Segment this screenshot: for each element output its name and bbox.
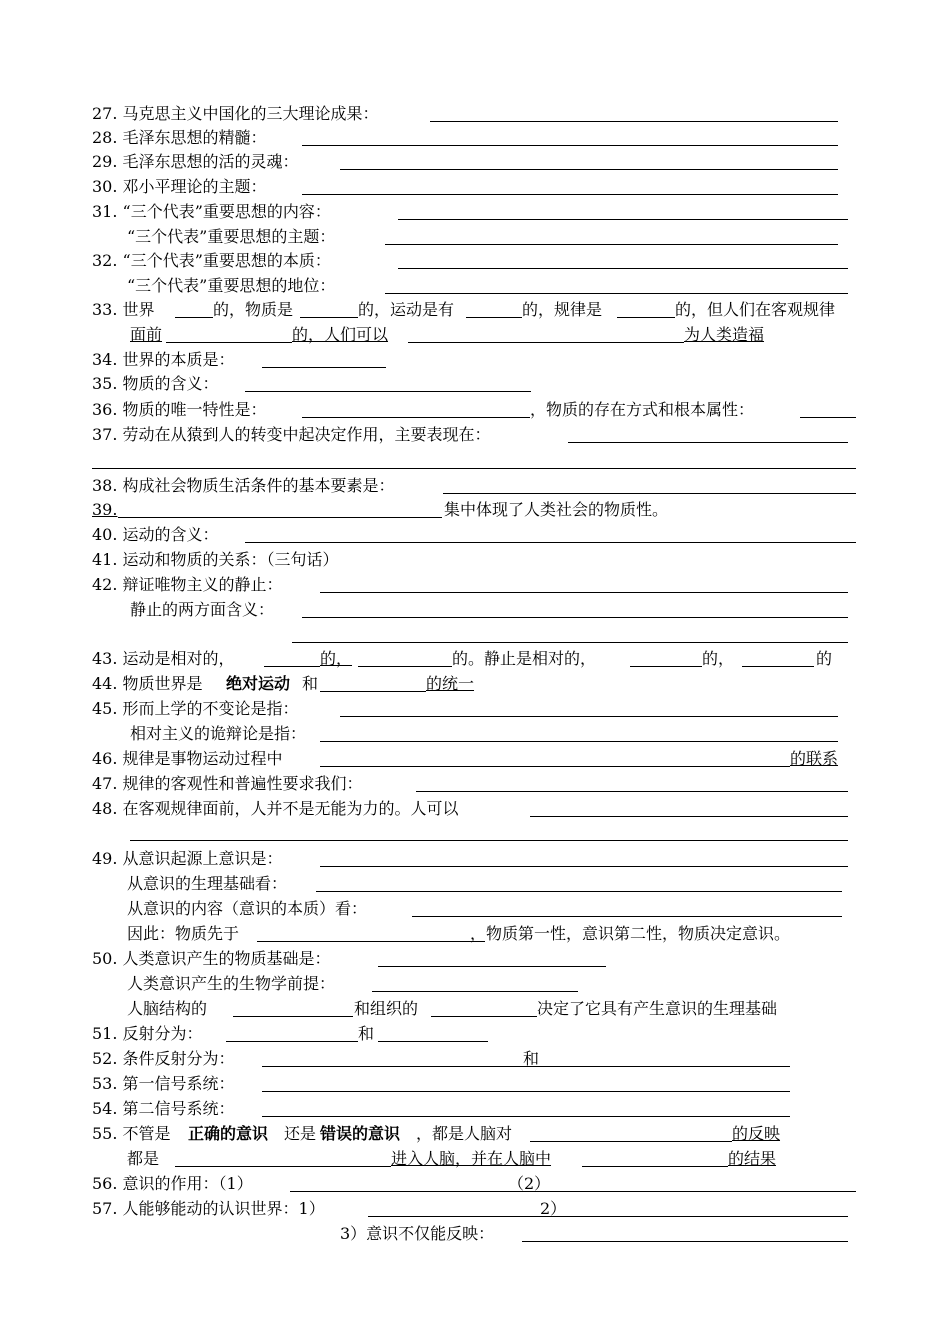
q42a-label: 42. 辩证唯物主义的静止： bbox=[92, 575, 283, 594]
q33-blank-5[interactable] bbox=[166, 322, 292, 343]
q32a-label: 32. “三个代表”重要思想的本质： bbox=[92, 251, 331, 270]
q42b-blank-2[interactable] bbox=[292, 642, 848, 643]
q34-label: 34. 世界的本质是： bbox=[92, 350, 235, 369]
q49d-text-1: 因此：物质先于 bbox=[127, 924, 240, 943]
q46-text-1: 46. 规律是事物运动过程中 bbox=[92, 749, 283, 768]
q46-text-2: 的联系 bbox=[790, 749, 839, 768]
q31a-blank[interactable] bbox=[398, 199, 848, 220]
q52-text-1: 52. 条件反射分为： bbox=[92, 1049, 235, 1068]
q43-text-2: 的， bbox=[320, 649, 353, 668]
q55-bold-2: 错误的意识 bbox=[320, 1124, 401, 1143]
q31b-label: “三个代表”重要思想的主题： bbox=[127, 227, 336, 246]
q33-text-7: 的，人们可以 bbox=[292, 325, 389, 344]
q35-blank[interactable] bbox=[245, 371, 531, 392]
q50c-text-1: 人脑结构的 bbox=[127, 999, 208, 1018]
q50c-blank-1[interactable] bbox=[233, 996, 353, 1017]
q55-text-3: ，都是人脑对 bbox=[416, 1124, 513, 1143]
q49c-label: 从意识的内容（意识的本质）看： bbox=[127, 899, 368, 918]
q49b-label: 从意识的生理基础看： bbox=[127, 874, 288, 893]
q50b-label: 人类意识产生的生物学前提： bbox=[127, 974, 336, 993]
q53-blank[interactable] bbox=[262, 1071, 790, 1092]
q33-blank-4[interactable] bbox=[617, 297, 675, 318]
q37-blank-1[interactable] bbox=[568, 422, 848, 443]
q55-blank-1[interactable] bbox=[530, 1121, 732, 1142]
q33-text-3: 的，运动是有 bbox=[358, 300, 455, 319]
q48-label: 48. 在客观规律面前，人并不是无能为力的。人可以 bbox=[92, 799, 459, 818]
q32a-blank[interactable] bbox=[398, 248, 848, 269]
q47-label: 47. 规律的客观性和普遍性要求我们： bbox=[92, 774, 363, 793]
q36-blank-2[interactable] bbox=[800, 397, 856, 418]
q42b-blank-1[interactable] bbox=[302, 597, 848, 618]
q38-label: 38. 构成社会物质生活条件的基本要素是： bbox=[92, 476, 395, 495]
q30-blank[interactable] bbox=[302, 174, 838, 195]
q35-label: 35. 物质的含义： bbox=[92, 374, 219, 393]
q42b-label: 静止的两方面含义： bbox=[130, 600, 275, 619]
q45b-blank[interactable] bbox=[320, 721, 838, 742]
q55-text-1: 55. 不管是 bbox=[92, 1124, 171, 1143]
q56-blank[interactable] bbox=[290, 1171, 856, 1192]
q49a-blank[interactable] bbox=[320, 846, 848, 867]
q51-blank-1[interactable] bbox=[226, 1021, 358, 1042]
q49d-text-2: ，物质第一性，意识第二性，物质决定意识。 bbox=[470, 924, 791, 943]
q50c-blank-2[interactable] bbox=[431, 996, 537, 1017]
q49d-blank[interactable] bbox=[257, 921, 485, 942]
q43-text-5: 的 bbox=[816, 649, 833, 668]
q33-blank-6[interactable] bbox=[408, 322, 684, 343]
q43-text-3: 的。静止是相对的， bbox=[452, 649, 597, 668]
q33-text-6: 面前 bbox=[130, 325, 163, 344]
q44-text-1: 44. 物质世界是 bbox=[92, 674, 203, 693]
q56-text-1: 56. 意识的作用：（1） bbox=[92, 1174, 253, 1193]
q43-blank-4[interactable] bbox=[742, 646, 814, 667]
q57-text-2: 2） bbox=[540, 1199, 567, 1218]
q55b-blank-2[interactable] bbox=[582, 1146, 728, 1167]
q45a-label: 45. 形而上学的不变论是指： bbox=[92, 699, 299, 718]
q41-label: 41. 运动和物质的关系：（三句话） bbox=[92, 550, 339, 569]
q45b-label: 相对主义的诡辩论是指： bbox=[130, 724, 307, 743]
q52-text-2: 和 bbox=[523, 1049, 540, 1068]
q33-text-2: 的，物质是 bbox=[213, 300, 294, 319]
q57-text-1: 57. 人能够能动的认识世界：1） bbox=[92, 1199, 325, 1218]
q44-text-3: 的统一 bbox=[426, 674, 475, 693]
q49b-blank[interactable] bbox=[316, 871, 842, 892]
q45a-blank[interactable] bbox=[340, 696, 838, 717]
q55b-text-1: 都是 bbox=[127, 1149, 160, 1168]
q30-label: 30. 邓小平理论的主题： bbox=[92, 177, 267, 196]
q53-label: 53. 第一信号系统： bbox=[92, 1074, 235, 1093]
q51-blank-2[interactable] bbox=[378, 1021, 488, 1042]
q34-blank[interactable] bbox=[262, 347, 386, 368]
q50a-blank[interactable] bbox=[378, 946, 606, 967]
q47-blank[interactable] bbox=[416, 771, 848, 792]
q57-text-3: 3）意识不仅能反映： bbox=[340, 1224, 495, 1243]
q40-label: 40. 运动的含义： bbox=[92, 525, 219, 544]
q33-text-8: 为人类造福 bbox=[684, 325, 765, 344]
q33-blank-2[interactable] bbox=[300, 297, 358, 318]
q57-blank-2[interactable] bbox=[522, 1221, 848, 1242]
q50c-text-2: 和组织的 bbox=[354, 999, 419, 1018]
q54-blank[interactable] bbox=[262, 1096, 790, 1117]
q55-text-4: 的反映 bbox=[732, 1124, 781, 1143]
q57-blank-1[interactable] bbox=[368, 1196, 848, 1217]
q33-text-1: 33. 世界 bbox=[92, 300, 155, 319]
q55b-text-3: 的结果 bbox=[728, 1149, 777, 1168]
q29-blank[interactable] bbox=[340, 149, 838, 170]
q46-blank[interactable] bbox=[320, 746, 790, 767]
q33-text-4: 的，规律是 bbox=[522, 300, 603, 319]
q37-label: 37. 劳动在从猿到人的转变中起决定作用，主要表现在： bbox=[92, 425, 491, 444]
q50b-blank[interactable] bbox=[372, 971, 578, 992]
q33-blank-1[interactable] bbox=[175, 297, 213, 318]
q29-label: 29. 毛泽东思想的活的灵魂： bbox=[92, 152, 299, 171]
q32b-blank[interactable] bbox=[385, 273, 848, 294]
q37-blank-2[interactable] bbox=[92, 468, 856, 469]
q40-blank[interactable] bbox=[245, 522, 856, 543]
q27-blank[interactable] bbox=[430, 101, 838, 122]
q51-text-1: 51. 反射分为： bbox=[92, 1024, 203, 1043]
q42a-blank[interactable] bbox=[320, 572, 848, 593]
q50a-label: 50. 人类意识产生的物质基础是： bbox=[92, 949, 331, 968]
q43-blank-3[interactable] bbox=[630, 646, 702, 667]
q49a-label: 49. 从意识起源上意识是： bbox=[92, 849, 283, 868]
q55b-text-2: 进入人脑，并在人脑中 bbox=[391, 1149, 552, 1168]
q55-bold-1: 正确的意识 bbox=[188, 1124, 269, 1143]
q32b-label: “三个代表”重要思想的地位： bbox=[127, 276, 336, 295]
q55b-blank-1[interactable] bbox=[175, 1146, 391, 1167]
q50c-text-3: 决定了它具有产生意识的生理基础 bbox=[537, 999, 778, 1018]
q43-blank-1[interactable] bbox=[264, 646, 320, 667]
q44-bold: 绝对运动 bbox=[226, 674, 291, 693]
q44-blank[interactable] bbox=[320, 671, 426, 692]
q33-blank-3[interactable] bbox=[466, 297, 522, 318]
q48-blank-1[interactable] bbox=[530, 796, 848, 817]
q56-text-2: （2） bbox=[508, 1174, 551, 1193]
q28-blank[interactable] bbox=[302, 125, 838, 146]
q51-text-2: 和 bbox=[358, 1024, 375, 1043]
q38-blank[interactable] bbox=[443, 473, 856, 494]
q48-blank-2[interactable] bbox=[130, 840, 848, 841]
q36-label-1: 36. 物质的唯一特性是： bbox=[92, 400, 267, 419]
q49c-blank[interactable] bbox=[412, 896, 842, 917]
q39-blank[interactable] bbox=[118, 497, 442, 518]
q33-text-5: 的，但人们在客观规律 bbox=[675, 300, 836, 319]
q43-text-1: 43. 运动是相对的， bbox=[92, 649, 235, 668]
q55-text-2: 还是 bbox=[284, 1124, 317, 1143]
q39-label: 集中体现了人类社会的物质性。 bbox=[444, 500, 669, 519]
q43-blank-2[interactable] bbox=[358, 646, 452, 667]
q39-number: 39. bbox=[92, 500, 118, 519]
q54-label: 54. 第二信号系统： bbox=[92, 1099, 235, 1118]
q28-label: 28. 毛泽东思想的精髓： bbox=[92, 128, 267, 147]
q44-text-2: 和 bbox=[302, 674, 319, 693]
q43-text-4: 的， bbox=[702, 649, 735, 668]
q27-label: 27. 马克思主义中国化的三大理论成果： bbox=[92, 104, 379, 123]
q36-blank-1[interactable] bbox=[302, 397, 530, 418]
q31b-blank[interactable] bbox=[385, 224, 838, 245]
q36-label-2: ，物质的存在方式和根本属性： bbox=[530, 400, 755, 419]
q31a-label: 31. “三个代表”重要思想的内容： bbox=[92, 202, 331, 221]
